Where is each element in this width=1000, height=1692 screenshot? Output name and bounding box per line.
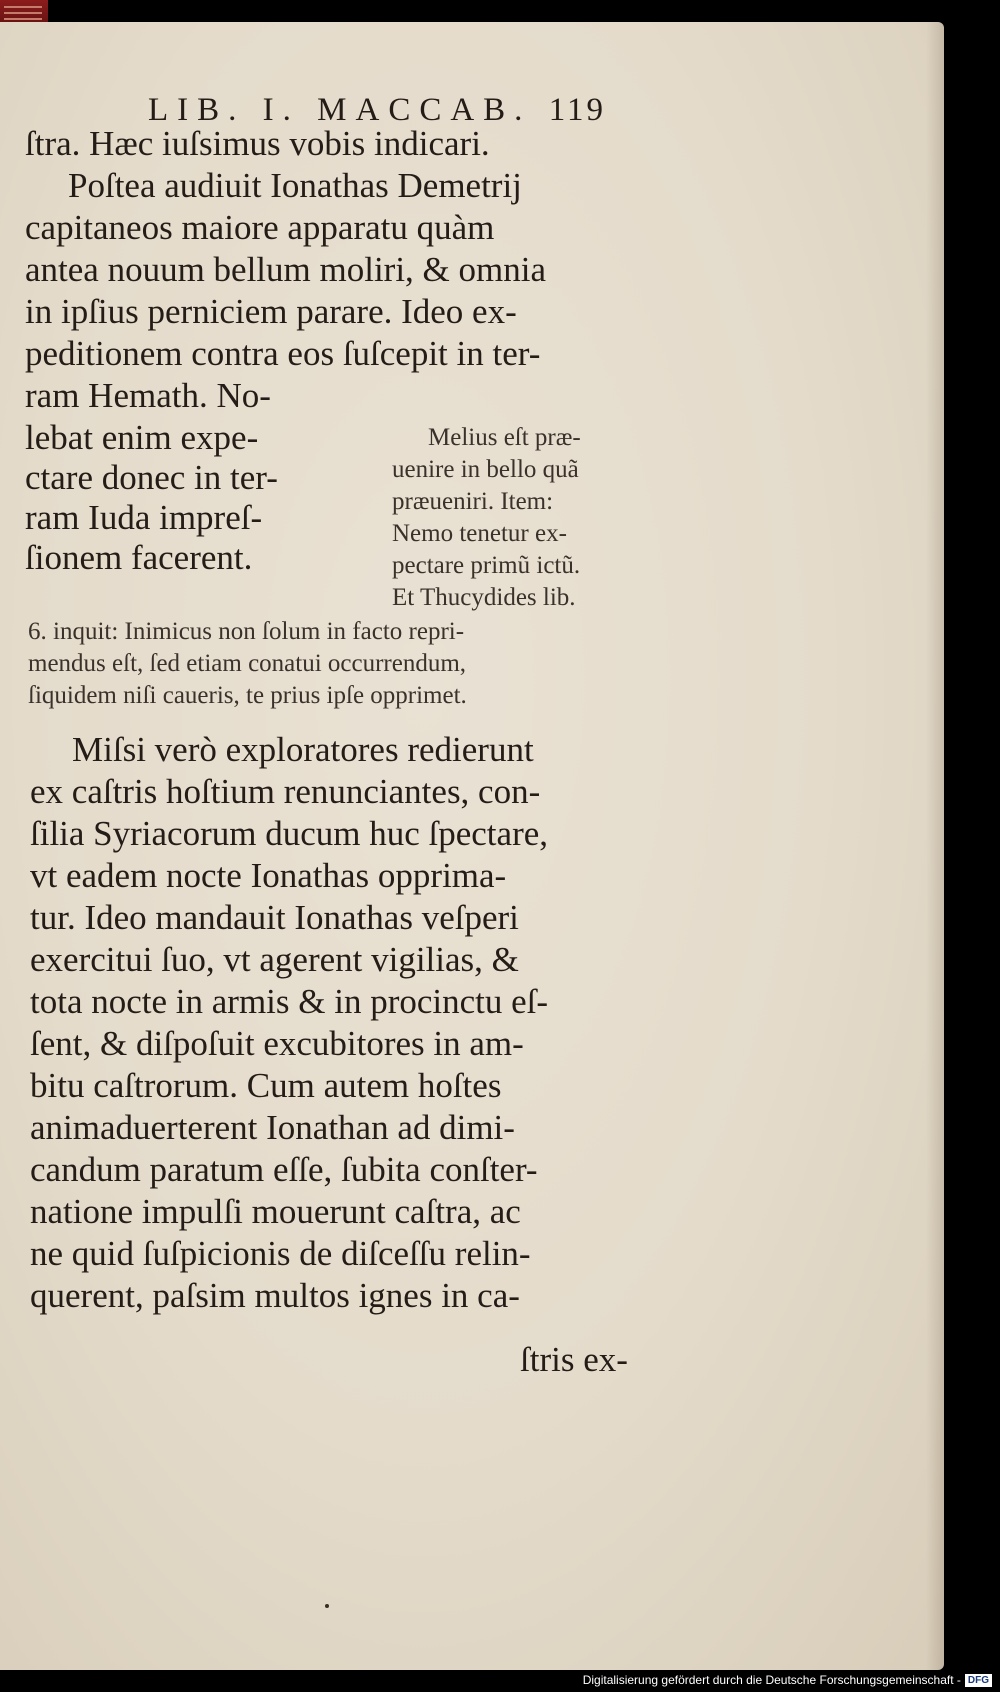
dfg-logo: DFG (965, 1674, 992, 1687)
text-line: natione impulſi mouerunt caſtra, ac (30, 1192, 521, 1231)
book-page (0, 22, 944, 1670)
marginal-note-line: Melius eſt præ- (428, 424, 581, 451)
text-line: ex caſtris hoſtium renunciantes, con- (30, 772, 541, 811)
text-line: bitu caſtrorum. Cum autem hoſtes (30, 1066, 502, 1105)
text-line: Poſtea audiuit Ionathas Demetrij (68, 166, 522, 205)
page-number: 119 (548, 92, 606, 128)
text-line: vt eadem nocte Ionathas opprima- (30, 856, 507, 895)
text-line: in ipſius perniciem parare. Ideo ex- (25, 292, 517, 331)
marginal-note-line: Et Thucydides lib. (392, 584, 576, 611)
ink-speck (325, 1604, 329, 1608)
text-line: tota nocte in armis & in procinctu eſ- (30, 982, 549, 1021)
marginal-note-line: mendus eſt, ſed etiam conatui occurrendum, (28, 650, 467, 677)
text-line: ram Iuda impreſ- (25, 498, 263, 537)
page-edge-shadow (926, 22, 944, 1670)
text-line: antea nouum bellum moliri, & omnia (25, 250, 547, 289)
marginal-note-line: præueniri. Item: (392, 488, 554, 515)
text-line: ctare donec in ter- (25, 458, 278, 497)
text-line: ſilia Syriacorum ducum huc ſpectare, (30, 814, 549, 853)
text-line: ſionem facerent. (25, 538, 253, 577)
marginal-note-line: pectare primũ ictũ. (392, 552, 581, 579)
credit-text: Digitalisierung gefördert durch die Deutsche Forschungsgemeinschaft - (582, 1673, 961, 1687)
text-line: tur. Ideo mandauit Ionathas veſperi (30, 898, 519, 937)
digitization-credit (583, 1672, 992, 1688)
marginal-note-line: Nemo tenetur ex- (392, 520, 567, 547)
text-line: capitaneos maiore apparatu quàm (25, 208, 495, 247)
marginal-note-line: uenire in bello quã (392, 456, 579, 483)
running-title: LIB. I. MACCAB. (148, 92, 532, 128)
text-line: Miſsi verò exploratores redierunt (72, 730, 534, 769)
text-line: ſent, & diſpoſuit excubitores in am- (30, 1024, 524, 1063)
text-line: exercitui ſuo, vt agerent vigilias, & (30, 940, 519, 979)
text-line: ram Hemath. No- (25, 376, 271, 415)
marginal-note-line: ſiquidem niſi caueris, te prius ipſe opprimet. (28, 682, 467, 709)
catchword: ſtris ex- (520, 1340, 628, 1379)
text-line: animaduerterent Ionathan ad dimi- (30, 1108, 515, 1147)
text-line: ſtra. Hæc iuſsimus vobis indicari. (25, 124, 490, 163)
text-line: querent, paſsim multos ignes in ca- (30, 1276, 520, 1315)
text-line: lebat enim expe- (25, 418, 259, 457)
text-line: candum paratum eſſe, ſubita conſter- (30, 1150, 538, 1189)
text-line: ne quid ſuſpicionis de diſceſſu relin- (30, 1234, 531, 1273)
text-line: peditionem contra eos ſuſcepit in ter- (25, 334, 541, 373)
marginal-note-line: 6. inquit: Inimicus non ſolum in facto repri- (28, 618, 465, 645)
